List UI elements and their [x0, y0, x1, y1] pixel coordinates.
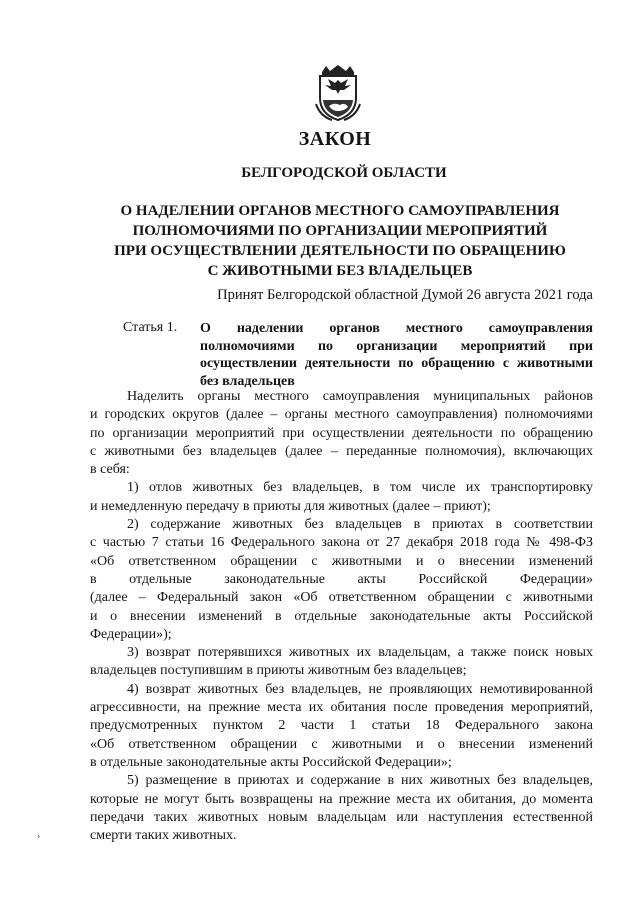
document-title: ЗАКОН — [298, 128, 372, 150]
article-label: Статья 1. — [123, 320, 178, 335]
body-line: 1) отлов животных без владельцев, в том числе их транспортировку — [127, 480, 593, 496]
coat-of-arms-emblem — [310, 64, 366, 122]
law-name-line: ПРИ ОСУЩЕСТВЛЕНИИ ДЕЯТЕЛЬНОСТИ ПО ОБРАЩЕНИЮ — [114, 243, 566, 259]
law-name-line: ПОЛНОМОЧИЯМИ ПО ОРГАНИЗАЦИИ МЕРОПРИЯТИЙ — [132, 223, 548, 239]
body-line: 3) возврат потерявшихся животных их владельцам, а также поиск новых — [127, 645, 593, 661]
body-line: в отдельные законодательные акты Российской Федерации»; — [90, 754, 452, 770]
article-title-line: полномочиями по организации мероприятий при — [200, 338, 593, 354]
margin-mark: › — [37, 831, 41, 842]
body-line: в отдельные законодательные акты Российской Федерации» — [90, 571, 593, 587]
body-line: смерти таких животных. — [90, 828, 237, 844]
article-body — [90, 388, 593, 845]
body-line: и городских округов (далее – органы местного самоуправления) полномочиями — [90, 407, 593, 423]
body-line: Наделить органы местного самоуправления муниципальных районов — [127, 389, 593, 404]
body-line: в себя: — [90, 462, 130, 478]
body-line: (далее – Федеральный закон «Об ответственном обращении с животными — [90, 590, 593, 606]
body-line: с животными без владельцев (далее – переданные полномочия), включающих — [90, 443, 593, 459]
article-title — [200, 320, 593, 390]
body-line: передачи таких животных новым владельцам или наступления естественной — [90, 809, 593, 825]
body-line: Федерации»); — [90, 626, 172, 642]
law-name-line: С ЖИВОТНЫМИ БЕЗ ВЛАДЕЛЬЦЕВ — [207, 263, 473, 279]
law-name — [80, 201, 600, 281]
body-line: которые не могут быть возвращены на прежние места их обитания, до момента — [90, 791, 593, 807]
body-line: с частью 7 статьи 16 Федерального закона от 27 декабря 2018 года № 498-ФЗ — [90, 535, 593, 551]
body-line: и немедленную передачу в приюты для животных (далее – приют); — [90, 498, 491, 514]
body-line: предусмотренных пунктом 2 части 1 статьи 18 Федерального закона — [90, 718, 593, 734]
article-title-line: без владельцев — [200, 373, 295, 389]
article-title-line: О наделении органов местного самоуправления — [200, 321, 593, 336]
article-title-line: осуществлении деятельности по обращению с животными — [200, 356, 593, 371]
adoption-note: Принят Белгородской областной Думой 26 августа 2021 года — [217, 287, 593, 303]
body-line: владельцев поступившим в приюты животным без владельцев; — [90, 663, 467, 679]
body-line: «Об ответственном обращении с животными и о внесении изменений — [90, 736, 593, 752]
body-line: и о внесении изменений в отдельные законодательные акты Российской — [90, 608, 593, 624]
body-line: 4) возврат животных без владельцев, не проявляющих немотивированной — [127, 681, 593, 697]
body-line: «Об ответственном обращении с животными и о внесении изменений — [90, 553, 593, 569]
body-line: агрессивности, на прежние места их обитания после проведения мероприятий, — [90, 700, 593, 716]
body-line: 2) содержание животных без владельцев в приютах в соответствии — [127, 517, 593, 533]
body-line: по организации мероприятий при осуществлении деятельности по обращению — [90, 425, 593, 441]
body-line: 5) размещение в приютах и содержание в них животных без владельцев, — [127, 773, 593, 789]
law-name-line: О НАДЕЛЕНИИ ОРГАНОВ МЕСТНОГО САМОУПРАВЛЕНИЯ — [120, 203, 560, 219]
document-region: БЕЛГОРОДСКОЙ ОБЛАСТИ — [241, 165, 447, 181]
